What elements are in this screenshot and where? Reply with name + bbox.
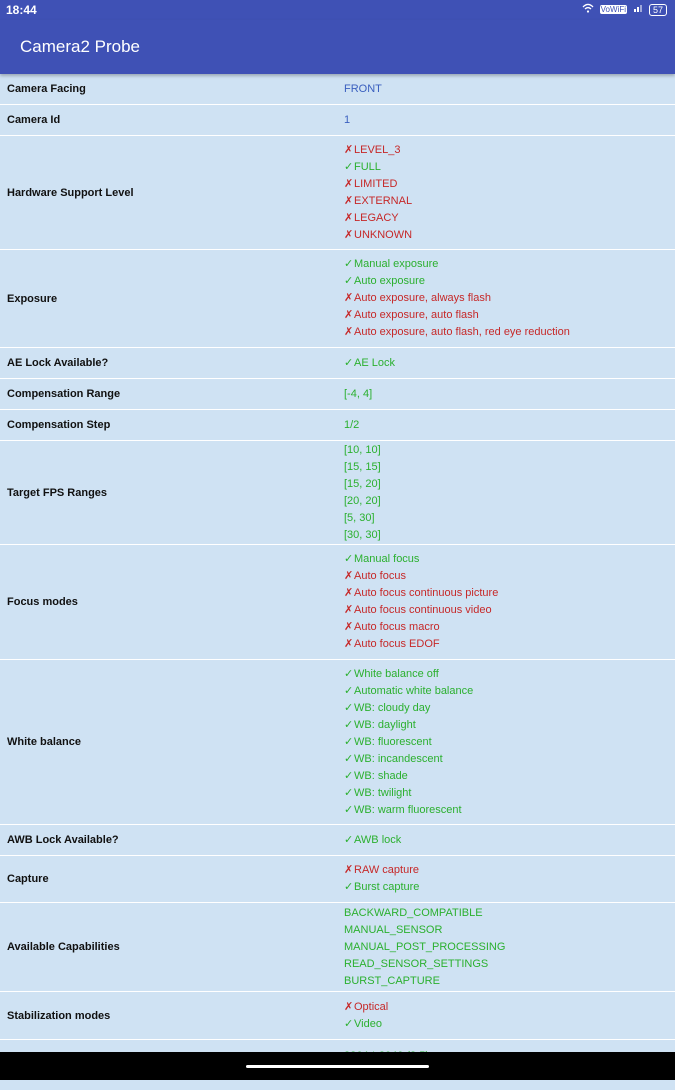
property-value-text: UNKNOWN bbox=[354, 228, 413, 241]
property-value-text: Video bbox=[354, 1017, 382, 1030]
property-value-text: Optical bbox=[354, 1000, 389, 1013]
cross-icon: ✗ bbox=[344, 604, 354, 616]
property-values bbox=[344, 442, 675, 544]
property-row bbox=[0, 825, 675, 856]
property-label: Hardware Support Level bbox=[7, 186, 134, 199]
check-icon: ✓ bbox=[344, 701, 354, 714]
property-value-text: MANUAL_POST_PROCESSING bbox=[344, 940, 506, 953]
property-values bbox=[344, 142, 675, 244]
property-value bbox=[344, 307, 675, 324]
property-values bbox=[344, 355, 675, 372]
property-values bbox=[344, 386, 675, 403]
cross-icon: ✗ bbox=[344, 309, 354, 321]
property-row bbox=[0, 379, 675, 410]
check-icon: ✓ bbox=[344, 684, 354, 697]
check-icon: ✓ bbox=[344, 718, 354, 731]
property-label: White balance bbox=[7, 736, 81, 748]
property-value-text: Burst capture bbox=[354, 881, 420, 893]
battery-icon: 57 bbox=[649, 4, 667, 16]
property-row bbox=[0, 136, 675, 250]
property-value bbox=[344, 386, 675, 403]
property-value-text: AE Lock bbox=[354, 356, 395, 369]
property-value bbox=[344, 1016, 675, 1033]
check-icon: ✓ bbox=[344, 1017, 354, 1030]
property-value-text: EXTERNAL bbox=[354, 194, 413, 207]
property-values bbox=[344, 112, 675, 129]
property-row bbox=[0, 348, 675, 379]
cross-icon: ✗ bbox=[344, 177, 354, 190]
property-label: Capture bbox=[7, 873, 49, 885]
property-row bbox=[0, 410, 675, 441]
property-value-text: Auto exposure, auto flash, red eye reduction bbox=[354, 326, 570, 338]
property-value bbox=[344, 683, 675, 700]
cross-icon: ✗ bbox=[344, 864, 354, 876]
app-title: Camera2 Probe bbox=[20, 37, 141, 56]
property-value-text: [-4, 4] bbox=[344, 387, 373, 400]
property-label: Exposure bbox=[7, 292, 58, 305]
property-label: AE Lock Available? bbox=[7, 357, 109, 369]
property-value bbox=[344, 142, 675, 159]
property-value-text: LEGACY bbox=[354, 211, 399, 224]
cross-icon: ✗ bbox=[344, 621, 354, 633]
property-value-text: Auto focus continuous picture bbox=[354, 587, 499, 599]
cross-icon: ✗ bbox=[344, 211, 354, 224]
home-gesture-handle[interactable] bbox=[246, 1065, 429, 1068]
property-value-text: READ_SENSOR_SETTINGS bbox=[344, 957, 489, 970]
check-icon: ✓ bbox=[344, 160, 354, 173]
property-value bbox=[344, 527, 675, 544]
property-value bbox=[344, 602, 675, 619]
property-value-text: MANUAL_SENSOR bbox=[344, 923, 443, 936]
property-label: Focus modes bbox=[7, 596, 78, 608]
check-icon: ✓ bbox=[344, 881, 354, 893]
property-value bbox=[344, 922, 675, 939]
property-value bbox=[344, 476, 675, 493]
cross-icon: ✗ bbox=[344, 143, 354, 156]
check-icon: ✓ bbox=[344, 769, 354, 782]
check-icon: ✓ bbox=[344, 356, 354, 369]
property-value-text: Manual exposure bbox=[354, 258, 439, 270]
check-icon: ✓ bbox=[344, 752, 354, 765]
property-value-text: 1 bbox=[344, 113, 351, 126]
property-row bbox=[0, 992, 675, 1040]
property-value bbox=[344, 585, 675, 602]
property-value bbox=[344, 717, 675, 734]
property-values bbox=[344, 832, 675, 849]
property-label: AWB Lock Available? bbox=[7, 834, 119, 846]
signal-icon bbox=[633, 3, 643, 16]
property-values bbox=[344, 999, 675, 1033]
property-value bbox=[344, 210, 675, 227]
check-icon: ✓ bbox=[344, 735, 354, 748]
property-value bbox=[344, 973, 675, 990]
property-label: Compensation Step bbox=[7, 419, 111, 431]
cross-icon: ✗ bbox=[344, 1000, 354, 1013]
property-value bbox=[344, 256, 675, 273]
cross-icon: ✗ bbox=[344, 587, 354, 599]
property-row bbox=[0, 903, 675, 992]
property-value bbox=[344, 290, 675, 307]
property-value bbox=[344, 999, 675, 1016]
check-icon: ✓ bbox=[344, 786, 354, 799]
property-value bbox=[344, 273, 675, 290]
property-value-text: [10, 10] bbox=[344, 443, 381, 456]
property-value bbox=[344, 81, 675, 98]
property-value-text: [15, 15] bbox=[344, 460, 381, 473]
property-values bbox=[344, 905, 675, 990]
property-value-text: BACKWARD_COMPATIBLE bbox=[344, 906, 483, 919]
wifi-icon bbox=[582, 3, 594, 16]
check-icon: ✓ bbox=[344, 667, 354, 680]
property-label: Stabilization modes bbox=[7, 1009, 111, 1022]
property-value bbox=[344, 355, 675, 372]
property-value-text: WB: fluorescent bbox=[354, 735, 432, 748]
status-icons bbox=[582, 3, 667, 16]
property-value bbox=[344, 417, 675, 434]
property-values bbox=[344, 666, 675, 819]
property-value bbox=[344, 159, 675, 176]
property-value-text: Manual focus bbox=[354, 553, 420, 565]
cross-icon: ✗ bbox=[344, 228, 354, 241]
property-row bbox=[0, 660, 675, 825]
property-value-text: [20, 20] bbox=[344, 494, 381, 507]
property-value-text: Auto focus bbox=[354, 570, 406, 582]
property-value bbox=[344, 636, 675, 653]
cross-icon: ✗ bbox=[344, 638, 354, 650]
property-value-text: WB: incandescent bbox=[354, 752, 443, 765]
property-row bbox=[0, 545, 675, 660]
property-value bbox=[344, 510, 675, 527]
property-label: Camera Facing bbox=[7, 83, 86, 95]
property-value bbox=[344, 619, 675, 636]
cross-icon: ✗ bbox=[344, 326, 354, 338]
property-value-text: White balance off bbox=[354, 667, 439, 680]
property-value bbox=[344, 568, 675, 585]
property-value bbox=[344, 666, 675, 683]
property-value bbox=[344, 956, 675, 973]
property-value-text: Auto focus macro bbox=[354, 621, 440, 633]
property-value-text: WB: daylight bbox=[354, 718, 416, 731]
property-value bbox=[344, 832, 675, 849]
property-values bbox=[344, 81, 675, 98]
camera-info-list[interactable] bbox=[0, 74, 675, 1052]
check-icon: ✓ bbox=[344, 833, 354, 846]
property-values bbox=[344, 256, 675, 341]
property-value bbox=[344, 862, 675, 879]
property-value-text: [30, 30] bbox=[344, 528, 381, 541]
check-icon: ✓ bbox=[344, 258, 354, 270]
property-value bbox=[344, 227, 675, 244]
property-value-text: RAW capture bbox=[354, 864, 420, 876]
property-value-text: LIMITED bbox=[354, 177, 398, 190]
property-value bbox=[344, 734, 675, 751]
property-value bbox=[344, 442, 675, 459]
property-label: Compensation Range bbox=[7, 388, 121, 400]
property-value bbox=[344, 751, 675, 768]
property-value bbox=[344, 905, 675, 922]
check-icon: ✓ bbox=[344, 275, 354, 287]
property-row bbox=[0, 856, 675, 903]
property-value-text: WB: warm fluorescent bbox=[354, 803, 462, 816]
property-row bbox=[0, 250, 675, 348]
property-value-text: [5, 30] bbox=[344, 511, 375, 524]
check-icon: ✓ bbox=[344, 553, 354, 565]
property-values bbox=[344, 862, 675, 896]
property-value bbox=[344, 193, 675, 210]
property-value bbox=[344, 802, 675, 819]
property-value-text: [15, 20] bbox=[344, 477, 381, 490]
cross-icon: ✗ bbox=[344, 292, 354, 304]
property-value bbox=[344, 493, 675, 510]
property-value-text: FRONT bbox=[344, 82, 382, 95]
navigation-bar bbox=[0, 1052, 675, 1080]
property-value-text: Auto exposure, auto flash bbox=[354, 309, 479, 321]
property-value-text: LEVEL_3 bbox=[354, 143, 401, 156]
vowifi-badge: VoWiFi bbox=[600, 5, 626, 14]
app-bar bbox=[0, 20, 675, 74]
cross-icon: ✗ bbox=[344, 194, 354, 207]
property-value-text: WB: cloudy day bbox=[354, 701, 431, 714]
property-value bbox=[344, 700, 675, 717]
property-row bbox=[0, 441, 675, 545]
property-label: Target FPS Ranges bbox=[7, 486, 108, 499]
property-value-text: Automatic white balance bbox=[354, 684, 474, 697]
property-value-text: Auto exposure, always flash bbox=[354, 292, 491, 304]
property-value bbox=[344, 785, 675, 802]
status-bar bbox=[0, 0, 675, 20]
cross-icon: ✗ bbox=[344, 570, 354, 582]
property-values bbox=[344, 551, 675, 653]
property-value-text: FULL bbox=[354, 160, 381, 173]
property-row bbox=[0, 74, 675, 105]
property-value bbox=[344, 112, 675, 129]
status-time: 18:44 bbox=[6, 3, 37, 17]
property-value-text: AWB lock bbox=[354, 833, 402, 846]
property-label: Available Capabilities bbox=[7, 941, 120, 953]
property-value-text: 1/2 bbox=[344, 418, 360, 431]
property-value bbox=[344, 879, 675, 896]
property-value-text: Auto exposure bbox=[354, 275, 425, 287]
property-value bbox=[344, 768, 675, 785]
property-value-text: WB: twilight bbox=[354, 786, 412, 799]
property-label: Camera Id bbox=[7, 114, 61, 126]
property-value bbox=[344, 939, 675, 956]
property-value bbox=[344, 324, 675, 341]
property-value-text: BURST_CAPTURE bbox=[344, 974, 440, 987]
check-icon: ✓ bbox=[344, 803, 354, 816]
property-value bbox=[344, 551, 675, 568]
property-value bbox=[344, 459, 675, 476]
property-row bbox=[0, 105, 675, 136]
property-value-text: Auto focus continuous video bbox=[354, 604, 492, 616]
property-value-text: WB: shade bbox=[354, 769, 408, 782]
property-value-text: Auto focus EDOF bbox=[354, 638, 440, 650]
property-value bbox=[344, 176, 675, 193]
property-values bbox=[344, 417, 675, 434]
